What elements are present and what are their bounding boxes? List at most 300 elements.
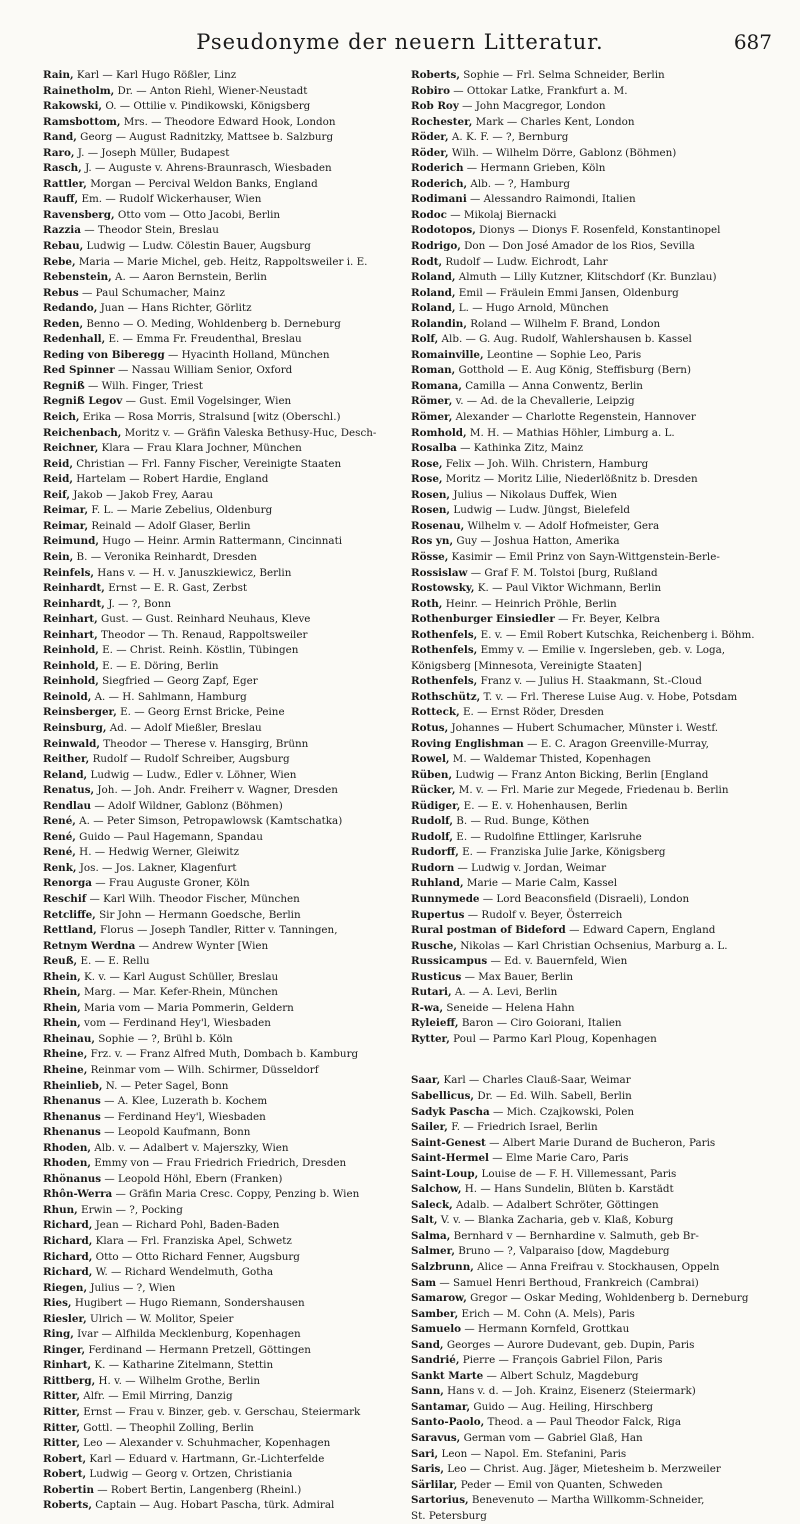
pseudonym: Reinhardt,	[43, 597, 105, 610]
pseudonym: Rolandin,	[411, 317, 467, 330]
pseudonym: Ritter,	[43, 1421, 80, 1434]
real-name: Gregor — Oskar Meding, Wohldenberg b. Derneburg	[466, 1292, 749, 1305]
real-name: N. — Peter Sagel, Bonn	[102, 1079, 229, 1092]
pseudonym: Rosen,	[411, 488, 451, 501]
pseudonym-entry	[411, 550, 783, 566]
real-name: M. H. — Mathias Höhler, Limburg a. L.	[466, 426, 675, 439]
pseudonym: Reschif	[43, 892, 87, 905]
pseudonym: Reither,	[43, 753, 90, 766]
real-name: — Andrew Wynter [Wien	[135, 939, 269, 952]
pseudonym-entry	[411, 581, 783, 597]
pseudonym-entry	[411, 954, 783, 970]
real-name: Sir John — Hermann Goedsche, Berlin	[95, 908, 301, 921]
pseudonym-entry	[411, 1307, 783, 1323]
pseudonym-entry	[43, 861, 405, 877]
pseudonym: Rheinau,	[43, 1032, 95, 1045]
pseudonym-entry	[411, 985, 783, 1001]
pseudonym-entry	[43, 845, 405, 861]
real-name: — Karl Wilh. Theodor Fischer, München	[86, 892, 300, 905]
pseudonym-entry	[411, 768, 783, 784]
pseudonym: Roth,	[411, 597, 443, 610]
pseudonym: Rhoden,	[43, 1157, 91, 1170]
pseudonym-entry	[43, 363, 405, 379]
real-name: Ad. — Adolf Mießler, Breslau	[106, 721, 262, 734]
pseudonym-entry	[411, 1447, 783, 1463]
pseudonym-entry	[411, 705, 783, 721]
pseudonym-entry	[411, 1415, 783, 1431]
pseudonym: Reinold,	[43, 690, 92, 703]
real-name: Reinmar vom — Wilh. Schirmer, Düsseldorf	[87, 1064, 319, 1076]
real-name: Maria — Marie Michel, geb. Heitz, Rappoltsweiler i. E.	[75, 255, 368, 268]
pseudonym: Rüben,	[411, 768, 453, 781]
pseudonym-entry	[43, 84, 405, 100]
pseudonym: Salma,	[411, 1229, 451, 1242]
pseudonym-entry	[411, 1462, 783, 1478]
pseudonym: Reinwald,	[43, 737, 100, 750]
real-name: Ludwig — Georg v. Ortzen, Christiania	[86, 1468, 293, 1481]
real-name: Georg — August Radnitzky, Mattsee b. Salzburg	[76, 131, 334, 144]
pseudonym: Rheine,	[43, 1048, 88, 1061]
pseudonym-entry	[411, 939, 783, 955]
pseudonym-entry	[43, 177, 405, 193]
pseudonym: Reland,	[43, 768, 88, 781]
pseudonym: Reinhart,	[43, 613, 98, 626]
pseudonym: Rittberg,	[43, 1374, 96, 1387]
real-name: Wilh. — Wilhelm Dörre, Gablonz (Böhmen)	[448, 146, 677, 159]
pseudonym-entry	[43, 566, 405, 582]
pseudonym: Rebau,	[43, 240, 84, 253]
pseudonym: Sadyk Pascha	[411, 1105, 490, 1118]
pseudonym-entry	[411, 1198, 783, 1214]
real-name: — Ed. v. Bauernfeld, Wien	[487, 955, 628, 968]
pseudonym-entry	[43, 690, 405, 706]
pseudonym: Rural postman of Bideford	[411, 924, 566, 937]
pseudonym: Saint-Loup,	[411, 1167, 479, 1180]
pseudonym: Rothenfels,	[411, 675, 478, 688]
pseudonym: Robert,	[43, 1468, 87, 1481]
real-name: — Albert Schulz, Magdeburg	[483, 1369, 639, 1382]
pseudonym: Rowel,	[411, 753, 450, 766]
pseudonym-entry	[411, 752, 783, 768]
pseudonym-entry	[411, 566, 783, 582]
real-name: Jos. — Jos. Lakner, Klagenfurt	[76, 861, 237, 874]
real-name: Morgan — Percival Weldon Banks, England	[86, 177, 318, 190]
pseudonym-entry	[43, 99, 405, 115]
real-name: Otto — Otto Richard Fenner, Augsburg	[92, 1250, 300, 1263]
real-name: Poul — Parmo Karl Ploug, Kopenhagen	[449, 1032, 657, 1045]
pseudonym-entry	[43, 208, 405, 224]
pseudonym-entry	[411, 1244, 783, 1260]
pseudonym: Rose,	[411, 473, 443, 486]
pseudonym: Reinsburg,	[43, 721, 107, 734]
pseudonym: Ros yn,	[411, 535, 454, 548]
real-name: H. — Hedwig Werner, Gleiwitz	[75, 846, 240, 859]
pseudonym-entry	[43, 255, 405, 271]
pseudonym-entry	[43, 1265, 405, 1281]
real-name: J. — ?, Bonn	[104, 597, 172, 610]
pseudonym-entry	[411, 845, 783, 861]
pseudonym: Rob Roy	[411, 100, 459, 113]
real-name: Theodor — Th. Renaud, Rappoltsweiler	[97, 628, 308, 641]
pseudonym: Rochester,	[411, 115, 473, 128]
pseudonym: Reinsberger,	[43, 706, 117, 719]
real-name: Jakob — Jakob Frey, Aarau	[69, 488, 213, 501]
pseudonym: Samuelo	[411, 1323, 462, 1336]
pseudonym: Ravensberg,	[43, 208, 115, 221]
pseudonym-entry	[43, 332, 405, 348]
pseudonym-entry	[43, 503, 405, 519]
real-name: Guy — Joshua Hatton, Amerika	[453, 535, 620, 548]
pseudonym-entry	[43, 488, 405, 504]
pseudonym: René,	[43, 815, 76, 828]
pseudonym-entry	[411, 1105, 783, 1121]
pseudonym: Rein,	[43, 550, 74, 563]
real-name: St. Petersburg	[411, 1509, 487, 1522]
real-name: — Lord Beaconsfield (Disraeli), London	[479, 892, 690, 905]
pseudonym-entry	[43, 130, 405, 146]
pseudonym: Saleck,	[411, 1198, 453, 1211]
pseudonym: Robiro	[411, 84, 451, 97]
pseudonym: Roderich,	[411, 177, 468, 190]
pseudonym-entry	[411, 270, 783, 286]
pseudonym: Rücker,	[411, 784, 456, 797]
pseudonym-entry	[411, 1136, 783, 1152]
pseudonym: Romainville,	[411, 348, 484, 361]
pseudonym-entry	[411, 84, 783, 100]
real-name: Ernst — E. R. Gast, Zerbst	[104, 582, 248, 595]
pseudonym: Röder,	[411, 131, 449, 144]
real-name: Erich — M. Cohn (A. Mels), Paris	[458, 1307, 635, 1320]
real-name: Mark — Charles Kent, London	[472, 115, 635, 128]
real-name: Georges — Aurore Dudevant, geb. Dupin, Paris	[443, 1338, 695, 1351]
real-name: Klara — Frl. Franziska Apel, Schwetz	[92, 1235, 292, 1248]
real-name: Ludwig — Franz Anton Bicking, Berlin [England	[452, 768, 709, 781]
pseudonym: Sann,	[411, 1385, 444, 1398]
pseudonym: Rodrigo,	[411, 240, 461, 253]
pseudonym: Redando,	[43, 302, 98, 315]
pseudonym-entry	[411, 643, 783, 659]
pseudonym: Rheine,	[43, 1064, 88, 1076]
pseudonym-entry	[411, 379, 783, 395]
real-name: Erwin — ?, Pocking	[77, 1203, 183, 1216]
real-name: Guido — Aug. Heiling, Hirschberg	[470, 1400, 654, 1413]
real-name: M. — Waldemar Thisted, Kopenhagen	[449, 753, 651, 766]
real-name: — Ludwig v. Jordan, Weimar	[454, 861, 607, 874]
pseudonym-entry	[43, 1203, 405, 1219]
pseudonym-entry	[411, 317, 783, 333]
pseudonym: Saar,	[411, 1074, 441, 1087]
pseudonym: Rhenanus	[43, 1126, 101, 1139]
pseudonym-entry	[43, 970, 405, 986]
pseudonym-entry	[43, 1156, 405, 1172]
real-name: H. v. — Wilhelm Grothe, Berlin	[95, 1374, 261, 1387]
pseudonym-entry	[411, 1073, 783, 1089]
pseudonym-entry	[411, 814, 783, 830]
real-name: Sophie — Frl. Selma Schneider, Berlin	[459, 69, 665, 81]
real-name: E. — Rudolfine Ettlinger, Karlsruhe	[453, 830, 642, 843]
pseudonym: Roving Englishman	[411, 737, 524, 750]
real-name: Ernst — Frau v. Binzer, geb. v. Gerschau, Steiermark	[79, 1406, 361, 1419]
pseudonym: Reif,	[43, 488, 70, 501]
pseudonym: Richard,	[43, 1266, 93, 1279]
pseudonym: Rusche,	[411, 939, 457, 952]
real-name: Königsberg [Minnesota, Vereinigte Staaten]	[411, 659, 642, 672]
pseudonym-entry	[411, 1384, 783, 1400]
pseudonym-entry	[43, 1141, 405, 1157]
pseudonym: Rossislaw	[411, 566, 468, 579]
real-name: — Leopold Kaufmann, Bonn	[100, 1126, 251, 1139]
pseudonym: Ritter,	[43, 1406, 80, 1419]
pseudonym-entry	[43, 1047, 405, 1063]
pseudonym-entry	[43, 768, 405, 784]
pseudonym-entry	[411, 876, 783, 892]
real-name: F. — Friedrich Israel, Berlin	[447, 1121, 598, 1134]
real-name: E. — Franziska Julie Jarke, Königsberg	[458, 846, 666, 859]
pseudonym-entry	[43, 1436, 405, 1452]
pseudonym: Reding von Biberegg	[43, 348, 165, 361]
pseudonym: Sam	[411, 1276, 437, 1289]
real-name: T. v. — Frl. Therese Luise Aug. v. Hobe, Potsdam	[480, 690, 738, 703]
pseudonym: Rheinlieb,	[43, 1079, 103, 1092]
pseudonym: Rodoc	[411, 208, 447, 221]
pseudonym-entry	[43, 1296, 405, 1312]
pseudonym: Rhoden,	[43, 1141, 91, 1154]
real-name: Almuth — Lilly Kutzner, Klitschdorf (Kr. Bunzlau)	[455, 271, 717, 284]
pseudonym: Röder,	[411, 146, 449, 159]
real-name: Juan — Hans Richter, Görlitz	[97, 302, 252, 315]
pseudonym: Reichner,	[43, 442, 99, 455]
pseudonym-entry	[411, 146, 783, 162]
real-name: E. — E. Döring, Berlin	[98, 659, 219, 672]
real-name: Marg. — Mar. Kefer-Rhein, München	[80, 986, 278, 999]
pseudonym: Rudorn	[411, 861, 455, 874]
real-name: Ludwig — Ludw. Cölestin Bauer, Augsburg	[83, 240, 311, 253]
pseudonym: Riegen,	[43, 1281, 88, 1294]
left-column	[43, 68, 405, 1514]
pseudonym: Renk,	[43, 861, 77, 874]
real-name: — Kathinka Zitz, Mainz	[456, 442, 584, 455]
pseudonym-entry	[43, 1001, 405, 1017]
pseudonym-entry	[43, 1358, 405, 1374]
pseudonym: Rhein,	[43, 970, 81, 983]
pseudonym: Reinhold,	[43, 675, 99, 688]
pseudonym: Rusticus	[411, 970, 462, 983]
real-name: Ludwig — Ludw. Jüngst, Bielefeld	[450, 504, 631, 517]
real-name: Emmy von — Frau Friedrich Friedrich, Dresden	[90, 1157, 347, 1170]
pseudonym: Ringer,	[43, 1343, 86, 1356]
pseudonym-entry	[43, 161, 405, 177]
real-name: — Gräfin Maria Cresc. Coppy, Penzing b. Wien	[112, 1188, 360, 1201]
pseudonym: Raro,	[43, 146, 75, 159]
real-name: — Paul Schumacher, Mainz	[78, 286, 225, 299]
pseudonym-entry	[411, 1353, 783, 1369]
real-name: Gottl. — Theophil Zolling, Berlin	[79, 1421, 254, 1434]
pseudonym: Reinhold,	[43, 644, 99, 657]
pseudonym-entry	[411, 1291, 783, 1307]
pseudonym: Sandrié,	[411, 1354, 460, 1367]
pseudonym-entry	[411, 1478, 783, 1494]
pseudonym: Roberts,	[411, 69, 460, 81]
real-name: M. v. — Frl. Marie zur Megede, Friedenau b. Berlin	[455, 784, 729, 797]
real-name: Captain — Aug. Hobart Pascha, türk. Admiral	[91, 1499, 335, 1512]
pseudonym-entry	[43, 1187, 405, 1203]
pseudonym: Rudolf,	[411, 815, 454, 828]
pseudonym: Rainetholm,	[43, 84, 115, 97]
real-name: — Hermann Grieben, Köln	[463, 162, 606, 175]
real-name: E. — Emma Fr. Freudenthal, Breslau	[105, 333, 302, 346]
real-name: Julius — ?, Wien	[87, 1281, 176, 1294]
real-name: Rudolf — Rudolf Schreiber, Augsburg	[89, 753, 290, 766]
pseudonym-entry	[43, 876, 405, 892]
real-name: Hans v. — H. v. Januszkiewicz, Berlin	[94, 566, 292, 579]
pseudonym: Rothenburger Einsiedler	[411, 613, 555, 626]
pseudonym-entry	[411, 908, 783, 924]
pseudonym-entry	[411, 1400, 783, 1416]
pseudonym: Reden,	[43, 317, 84, 330]
section-gap	[411, 1047, 783, 1073]
real-name: Heinr. — Heinrich Pröhle, Berlin	[442, 597, 617, 610]
real-name: Seneide — Helena Hahn	[443, 1001, 575, 1014]
pseudonym: Roman,	[411, 364, 456, 377]
pseudonym-entry	[43, 223, 405, 239]
pseudonym: Robert,	[43, 1452, 87, 1465]
pseudonym-entry	[43, 783, 405, 799]
pseudonym-entry	[411, 348, 783, 364]
pseudonym-entry	[43, 737, 405, 753]
real-name: A. — Aaron Bernstein, Berlin	[111, 271, 267, 284]
pseudonym: Salchow,	[411, 1183, 462, 1196]
pseudonym-entry	[411, 1016, 783, 1032]
pseudonym-entry	[43, 1483, 405, 1499]
pseudonym-entry	[43, 1389, 405, 1405]
pseudonym: Rhein,	[43, 1017, 81, 1030]
real-name: W. — Richard Wendelmuth, Gotha	[92, 1266, 274, 1279]
pseudonym: Rebus	[43, 286, 79, 299]
pseudonym-entry	[411, 1182, 783, 1198]
real-name: — Hyacinth Holland, München	[164, 348, 330, 361]
pseudonym-entry	[43, 410, 405, 426]
pseudonym: Reich,	[43, 411, 80, 424]
pseudonym-entry	[43, 519, 405, 535]
pseudonym-entry	[43, 472, 405, 488]
pseudonym-entry	[411, 1276, 783, 1292]
pseudonym-entry	[43, 659, 405, 675]
pseudonym-entry	[411, 799, 783, 815]
pseudonym-entry	[43, 550, 405, 566]
pseudonym-entry	[411, 1120, 783, 1136]
page-header	[0, 0, 800, 70]
pseudonym: Rhenanus	[43, 1110, 101, 1123]
pseudonym: Rand,	[43, 131, 77, 144]
real-name: Theod. a — Paul Theodor Falck, Riga	[484, 1416, 682, 1429]
pseudonym: Rodt,	[411, 255, 443, 268]
pseudonym-entry	[411, 612, 783, 628]
pseudonym: Rotus,	[411, 721, 449, 734]
pseudonym-entry	[411, 519, 783, 535]
pseudonym: Rodotopos,	[411, 224, 476, 237]
pseudonym: Reimund,	[43, 535, 99, 548]
pseudonym: Rostowsky,	[411, 582, 475, 595]
pseudonym-entry	[43, 612, 405, 628]
pseudonym-entry	[411, 659, 783, 675]
real-name: Klara — Frau Klara Jochner, München	[98, 442, 302, 455]
pseudonym: Rettland,	[43, 924, 97, 937]
pseudonym-entry	[43, 1374, 405, 1390]
real-name: Don — Don José Amador de los Rios, Sevilla	[460, 240, 695, 253]
pseudonym: Rasch,	[43, 162, 82, 175]
pseudonym-entry	[43, 1172, 405, 1188]
pseudonym: Rosen,	[411, 504, 451, 517]
pseudonym: Saint-Hermel	[411, 1152, 489, 1165]
pseudonym: Richard,	[43, 1250, 93, 1263]
real-name: Alb. v. — Adalbert v. Majerszky, Wien	[90, 1141, 289, 1154]
real-name: A. — A. Levi, Berlin	[451, 986, 558, 999]
pseudonym-entry	[411, 534, 783, 550]
pseudonym: Rupertus	[411, 908, 465, 921]
pseudonym: Rauff,	[43, 193, 79, 206]
pseudonym-entry	[411, 861, 783, 877]
page-number: 687	[733, 30, 772, 54]
pseudonym: Ritter,	[43, 1390, 80, 1403]
real-name: Hugibert — Hugo Riemann, Sondershausen	[71, 1297, 305, 1310]
real-name: — Fr. Beyer, Kelbra	[554, 613, 660, 626]
pseudonym-entry	[43, 1405, 405, 1421]
real-name: Camilla — Anna Conwentz, Berlin	[461, 379, 643, 392]
pseudonym: Runnymede	[411, 892, 480, 905]
pseudonym-entry	[411, 690, 783, 706]
pseudonym-entry	[43, 1032, 405, 1048]
pseudonym-entry	[43, 1327, 405, 1343]
real-name: Julius — Nikolaus Duffek, Wien	[450, 488, 618, 501]
real-name: — Robert Bertin, Langenberg (Rheinl.)	[94, 1483, 302, 1496]
pseudonym: Redenhall,	[43, 333, 106, 346]
pseudonym-entry	[43, 270, 405, 286]
real-name: Benno — O. Meding, Wohldenberg b. Derneburg	[83, 317, 341, 330]
pseudonym: Regniß	[43, 379, 85, 392]
real-name: — Alessandro Raimondi, Italien	[466, 193, 636, 206]
real-name: Marie — Marie Calm, Kassel	[463, 877, 618, 890]
pseudonym-entry	[411, 286, 783, 302]
pseudonym: Rain,	[43, 69, 74, 81]
pseudonym: Santamar,	[411, 1400, 471, 1413]
pseudonym: Rosenau,	[411, 519, 465, 532]
pseudonym: Samber,	[411, 1307, 459, 1320]
real-name: — A. Klee, Luzerath b. Kochem	[100, 1095, 268, 1108]
real-name: Hugo — Heinr. Armin Rattermann, Cincinnati	[98, 535, 343, 548]
right-column	[411, 68, 783, 1524]
real-name: Karl — Eduard v. Hartmann, Gr.-Lichterfelde	[86, 1452, 325, 1465]
real-name: Leon — Napol. Em. Stefanini, Paris	[438, 1447, 627, 1460]
pseudonym: Salmer,	[411, 1245, 455, 1258]
real-name: E. — E. Rellu	[77, 955, 150, 968]
pseudonym: Saint-Genest	[411, 1136, 486, 1149]
real-name: Dr. — Anton Riehl, Wiener-Neustadt	[114, 84, 308, 97]
pseudonym-entry	[43, 1467, 405, 1483]
pseudonym: Ries,	[43, 1297, 72, 1310]
real-name: Louise de — F. H. Villemessant, Paris	[478, 1167, 677, 1180]
real-name: Leo — Christ. Aug. Jäger, Mietesheim b. Merzweiler	[443, 1463, 721, 1476]
pseudonym: Salzbrunn,	[411, 1261, 474, 1274]
pseudonym-entry	[43, 1079, 405, 1095]
real-name: — Theodor Stein, Breslau	[80, 224, 219, 237]
real-name: — Mikolaj Biernacki	[446, 208, 557, 221]
pseudonym: Rakowski,	[43, 100, 103, 113]
pseudonym-entry	[411, 1089, 783, 1105]
pseudonym-entry	[411, 239, 783, 255]
pseudonym: Roland,	[411, 271, 456, 284]
pseudonym-entry	[43, 985, 405, 1001]
pseudonym-entry	[411, 410, 783, 426]
